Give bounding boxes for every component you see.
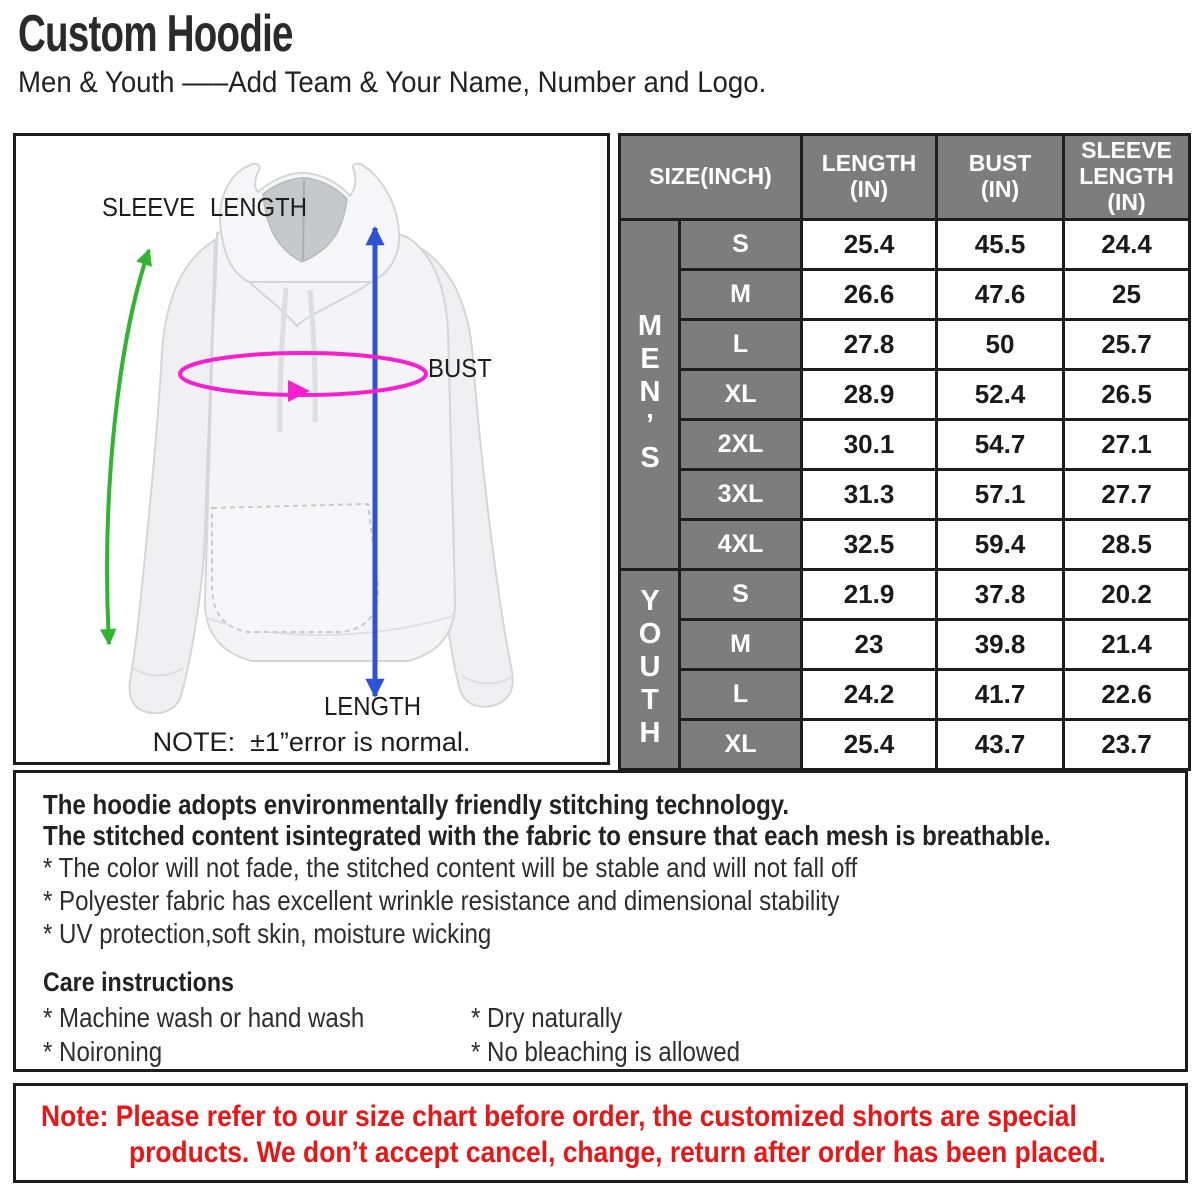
size-table xyxy=(618,133,1191,771)
sleeve-length-label: SLEEVE LENGTH xyxy=(102,192,308,222)
table-row xyxy=(620,720,1190,770)
hoodie-illustration xyxy=(16,136,607,762)
bust-cell: 52.4 xyxy=(937,370,1064,420)
group-label-mens: MEN’S xyxy=(620,220,680,570)
tolerance-note: NOTE: ±1”error is normal. xyxy=(152,727,471,757)
size-cell: XL xyxy=(680,370,802,420)
bust-cell: 41.7 xyxy=(937,670,1064,720)
length-cell: 24.2 xyxy=(802,670,937,720)
order-note-panel xyxy=(13,1083,1188,1183)
size-cell: 3XL xyxy=(680,470,802,520)
length-cell: 23 xyxy=(802,620,937,670)
size-cell: S xyxy=(680,220,802,270)
sleeve-cell: 20.2 xyxy=(1064,570,1190,620)
order-note-line: products. We don’t accept cancel, change, return after order has been placed. xyxy=(129,1136,1106,1169)
col-header-bust: BUST (IN) xyxy=(937,135,1064,220)
bust-cell: 47.6 xyxy=(937,270,1064,320)
sleeve-cell: 25 xyxy=(1064,270,1190,320)
sleeve-cell: 28.5 xyxy=(1064,520,1190,570)
bust-cell: 50 xyxy=(937,320,1064,370)
sleeve-cell: 24.4 xyxy=(1064,220,1190,270)
care-item: * Noironing xyxy=(43,1036,163,1067)
length-cell: 25.4 xyxy=(802,720,937,770)
length-cell: 26.6 xyxy=(802,270,937,320)
feature-line: * UV protection,soft skin, moisture wicking xyxy=(43,918,492,949)
sleeve-cell: 27.1 xyxy=(1064,420,1190,470)
care-item: * No bleaching is allowed xyxy=(471,1036,741,1067)
bust-cell: 57.1 xyxy=(937,470,1064,520)
care-instructions-list xyxy=(43,1001,1185,1069)
intro-line: The stitched content isintegrated with the fabric to ensure that each mesh is breathable. xyxy=(43,820,1051,851)
table-row xyxy=(620,420,1190,470)
length-cell: 31.3 xyxy=(802,470,937,520)
length-cell: 21.9 xyxy=(802,570,937,620)
bust-label: BUST xyxy=(428,353,492,383)
table-row xyxy=(620,220,1190,270)
bust-cell: 54.7 xyxy=(937,420,1064,470)
page-title: Custom Hoodie xyxy=(18,5,293,63)
sleeve-cell: 23.7 xyxy=(1064,720,1190,770)
table-row xyxy=(620,670,1190,720)
care-instructions-heading: Care instructions xyxy=(43,967,234,997)
length-cell: 27.8 xyxy=(802,320,937,370)
size-cell: L xyxy=(680,320,802,370)
length-cell: 30.1 xyxy=(802,420,937,470)
bust-cell: 39.8 xyxy=(937,620,1064,670)
length-cell: 32.5 xyxy=(802,520,937,570)
length-cell: 28.9 xyxy=(802,370,937,420)
col-header-size: SIZE(INCH) xyxy=(620,135,802,220)
size-cell: M xyxy=(680,270,802,320)
intro-line: The hoodie adopts environmentally friendly stitching technology. xyxy=(43,789,790,820)
care-item: * Dry naturally xyxy=(471,1002,623,1033)
bust-cell: 59.4 xyxy=(937,520,1064,570)
bust-cell: 43.7 xyxy=(937,720,1064,770)
size-cell: M xyxy=(680,620,802,670)
sleeve-cell: 22.6 xyxy=(1064,670,1190,720)
table-header-row xyxy=(620,135,1190,220)
size-cell: L xyxy=(680,670,802,720)
size-cell: XL xyxy=(680,720,802,770)
bust-cell: 37.8 xyxy=(937,570,1064,620)
length-cell: 25.4 xyxy=(802,220,937,270)
table-row xyxy=(620,620,1190,670)
bust-cell: 45.5 xyxy=(937,220,1064,270)
col-header-sleeve-length: SLEEVE LENGTH (IN) xyxy=(1064,135,1190,220)
order-note-line: Note: Please refer to our size chart before order, the customized shorts are special xyxy=(41,1100,1077,1133)
table-row xyxy=(620,370,1190,420)
size-cell: 4XL xyxy=(680,520,802,570)
table-row xyxy=(620,320,1190,370)
col-header-length: LENGTH (IN) xyxy=(802,135,937,220)
sleeve-cell: 21.4 xyxy=(1064,620,1190,670)
feature-line: * Polyester fabric has excellent wrinkle resistance and dimensional stability xyxy=(43,885,840,916)
measurement-diagram-panel xyxy=(13,133,610,765)
table-row xyxy=(620,270,1190,320)
sleeve-cell: 26.5 xyxy=(1064,370,1190,420)
feature-line: * The color will not fade, the stitched content will be stable and will not fall off xyxy=(43,852,858,883)
hoodie-pocket xyxy=(212,504,378,632)
group-label-youth: YOUTH xyxy=(620,570,680,770)
hoodie-left-sleeve xyxy=(130,240,215,713)
description-panel xyxy=(13,770,1188,1072)
length-label: LENGTH xyxy=(324,691,422,721)
sleeve-cell: 25.7 xyxy=(1064,320,1190,370)
table-row xyxy=(620,570,1190,620)
page-subtitle: Men & Youth –––Add Team & Your Name, Number and Logo. xyxy=(18,66,767,99)
table-row xyxy=(620,470,1190,520)
care-item: * Machine wash or hand wash xyxy=(43,1002,365,1033)
size-cell: S xyxy=(680,570,802,620)
size-cell: 2XL xyxy=(680,420,802,470)
table-row xyxy=(620,520,1190,570)
sleeve-cell: 27.7 xyxy=(1064,470,1190,520)
